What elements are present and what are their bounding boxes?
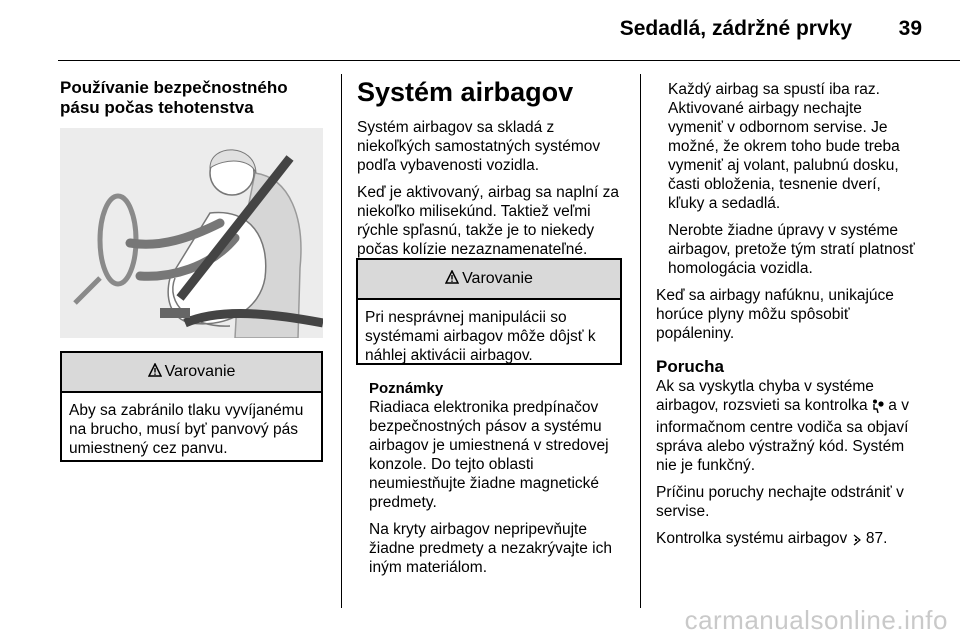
paragraph: Keď je aktivovaný, airbag sa naplní za niekoľko milisekúnd. Taktiež veľmi rýchle spľasnú, takže je to niekedy počas kolízie nezaznamenateľné. (357, 184, 619, 258)
warning-heading: Varovanie (462, 270, 533, 287)
section-title-airbag-system: Systém airbagov (357, 77, 574, 107)
column-divider-right (640, 74, 641, 608)
warning-heading: Varovanie (164, 363, 236, 380)
header-rule (58, 60, 960, 61)
middle-column (357, 76, 629, 267)
warning-triangle-icon (148, 363, 162, 382)
note-block (369, 379, 631, 585)
note-paragraph: Každý airbag sa spustí iba raz. Aktivované airbagy nechajte vymeniť v odbornom servise. Je možné, že okrem toho bude treba vymeniť aj volant, palubnú dosku, časti obloženia, tesnenie dverí, kľuky a sedadlá. (668, 81, 900, 212)
reference-page-link[interactable]: 87. (865, 530, 888, 547)
reference-text: Kontrolka systému airbagov (656, 530, 848, 547)
warning-header (358, 260, 620, 300)
airbag-warning-icon (872, 399, 884, 418)
note-paragraph: Nerobte žiadne úpravy v systéme airbagov, pretože tým stratí platnosť homologácia vozidla. (668, 222, 915, 277)
right-column (656, 80, 946, 559)
paragraph: Keď sa airbagy nafúknu, unikajúce horúce plyny môžu spôsobiť popáleniny. (656, 287, 894, 342)
warning-text: Aby sa zabránilo tlaku vyvíjanému na brucho, musí byť panvový pás umiestnený cez panvu. (69, 402, 304, 457)
paragraph: Systém airbagov sa skladá z niekoľkých samostatných systémov podľa vybavenosti vozidla. (357, 119, 601, 174)
reference-paragraph (656, 529, 946, 551)
note-paragraph: Na kryty airbagov nepripevňujte žiadne predmety a nezakrývajte ich iným materiálom. (369, 521, 612, 576)
page-header-title: Sedadlá, zádržné prvky (619, 17, 852, 40)
warning-box-airbag (356, 258, 622, 365)
watermark: carmanualsonline.info (684, 605, 948, 635)
note-paragraph: Riadiaca elektronika predpínačov bezpečnostných pásov a systému airbagov je umiestnená v stredovej konzole. Do tejto oblasti neumiestňujte žiadne magnetické predmety. (369, 399, 609, 511)
page-number: 39 (898, 17, 922, 40)
section-title-fault: Porucha (656, 357, 725, 376)
note-heading: Poznámky (369, 380, 444, 397)
pregnant-seatbelt-illustration (60, 128, 323, 338)
fault-text-a: Ak sa vyskytla chyba v systéme airbagov, rozsvieti sa kontrolka (656, 378, 874, 414)
left-column (60, 78, 330, 118)
fault-paragraph (656, 377, 946, 475)
warning-header (62, 353, 321, 393)
paragraph: Príčinu poruchy nechajte odstrániť v servise. (656, 484, 904, 520)
column-divider-left (341, 74, 342, 608)
section-title-pregnancy: Používanie bezpečnostného pásu počas tehotenstva (60, 78, 288, 117)
warning-text: Pri nesprávnej manipulácii so systémami airbagov môže dôjsť k náhlej aktivácii airbagov. (365, 309, 596, 364)
page-reference-icon (852, 532, 862, 551)
fault-text-b: a v informačnom centre vodiča sa objaví správa alebo výstražný kód. Systém nie je funkčný. (656, 397, 909, 474)
seatbelt-illustration-svg (60, 128, 323, 338)
warning-triangle-icon (445, 270, 459, 289)
warning-box-pregnancy (60, 351, 323, 462)
